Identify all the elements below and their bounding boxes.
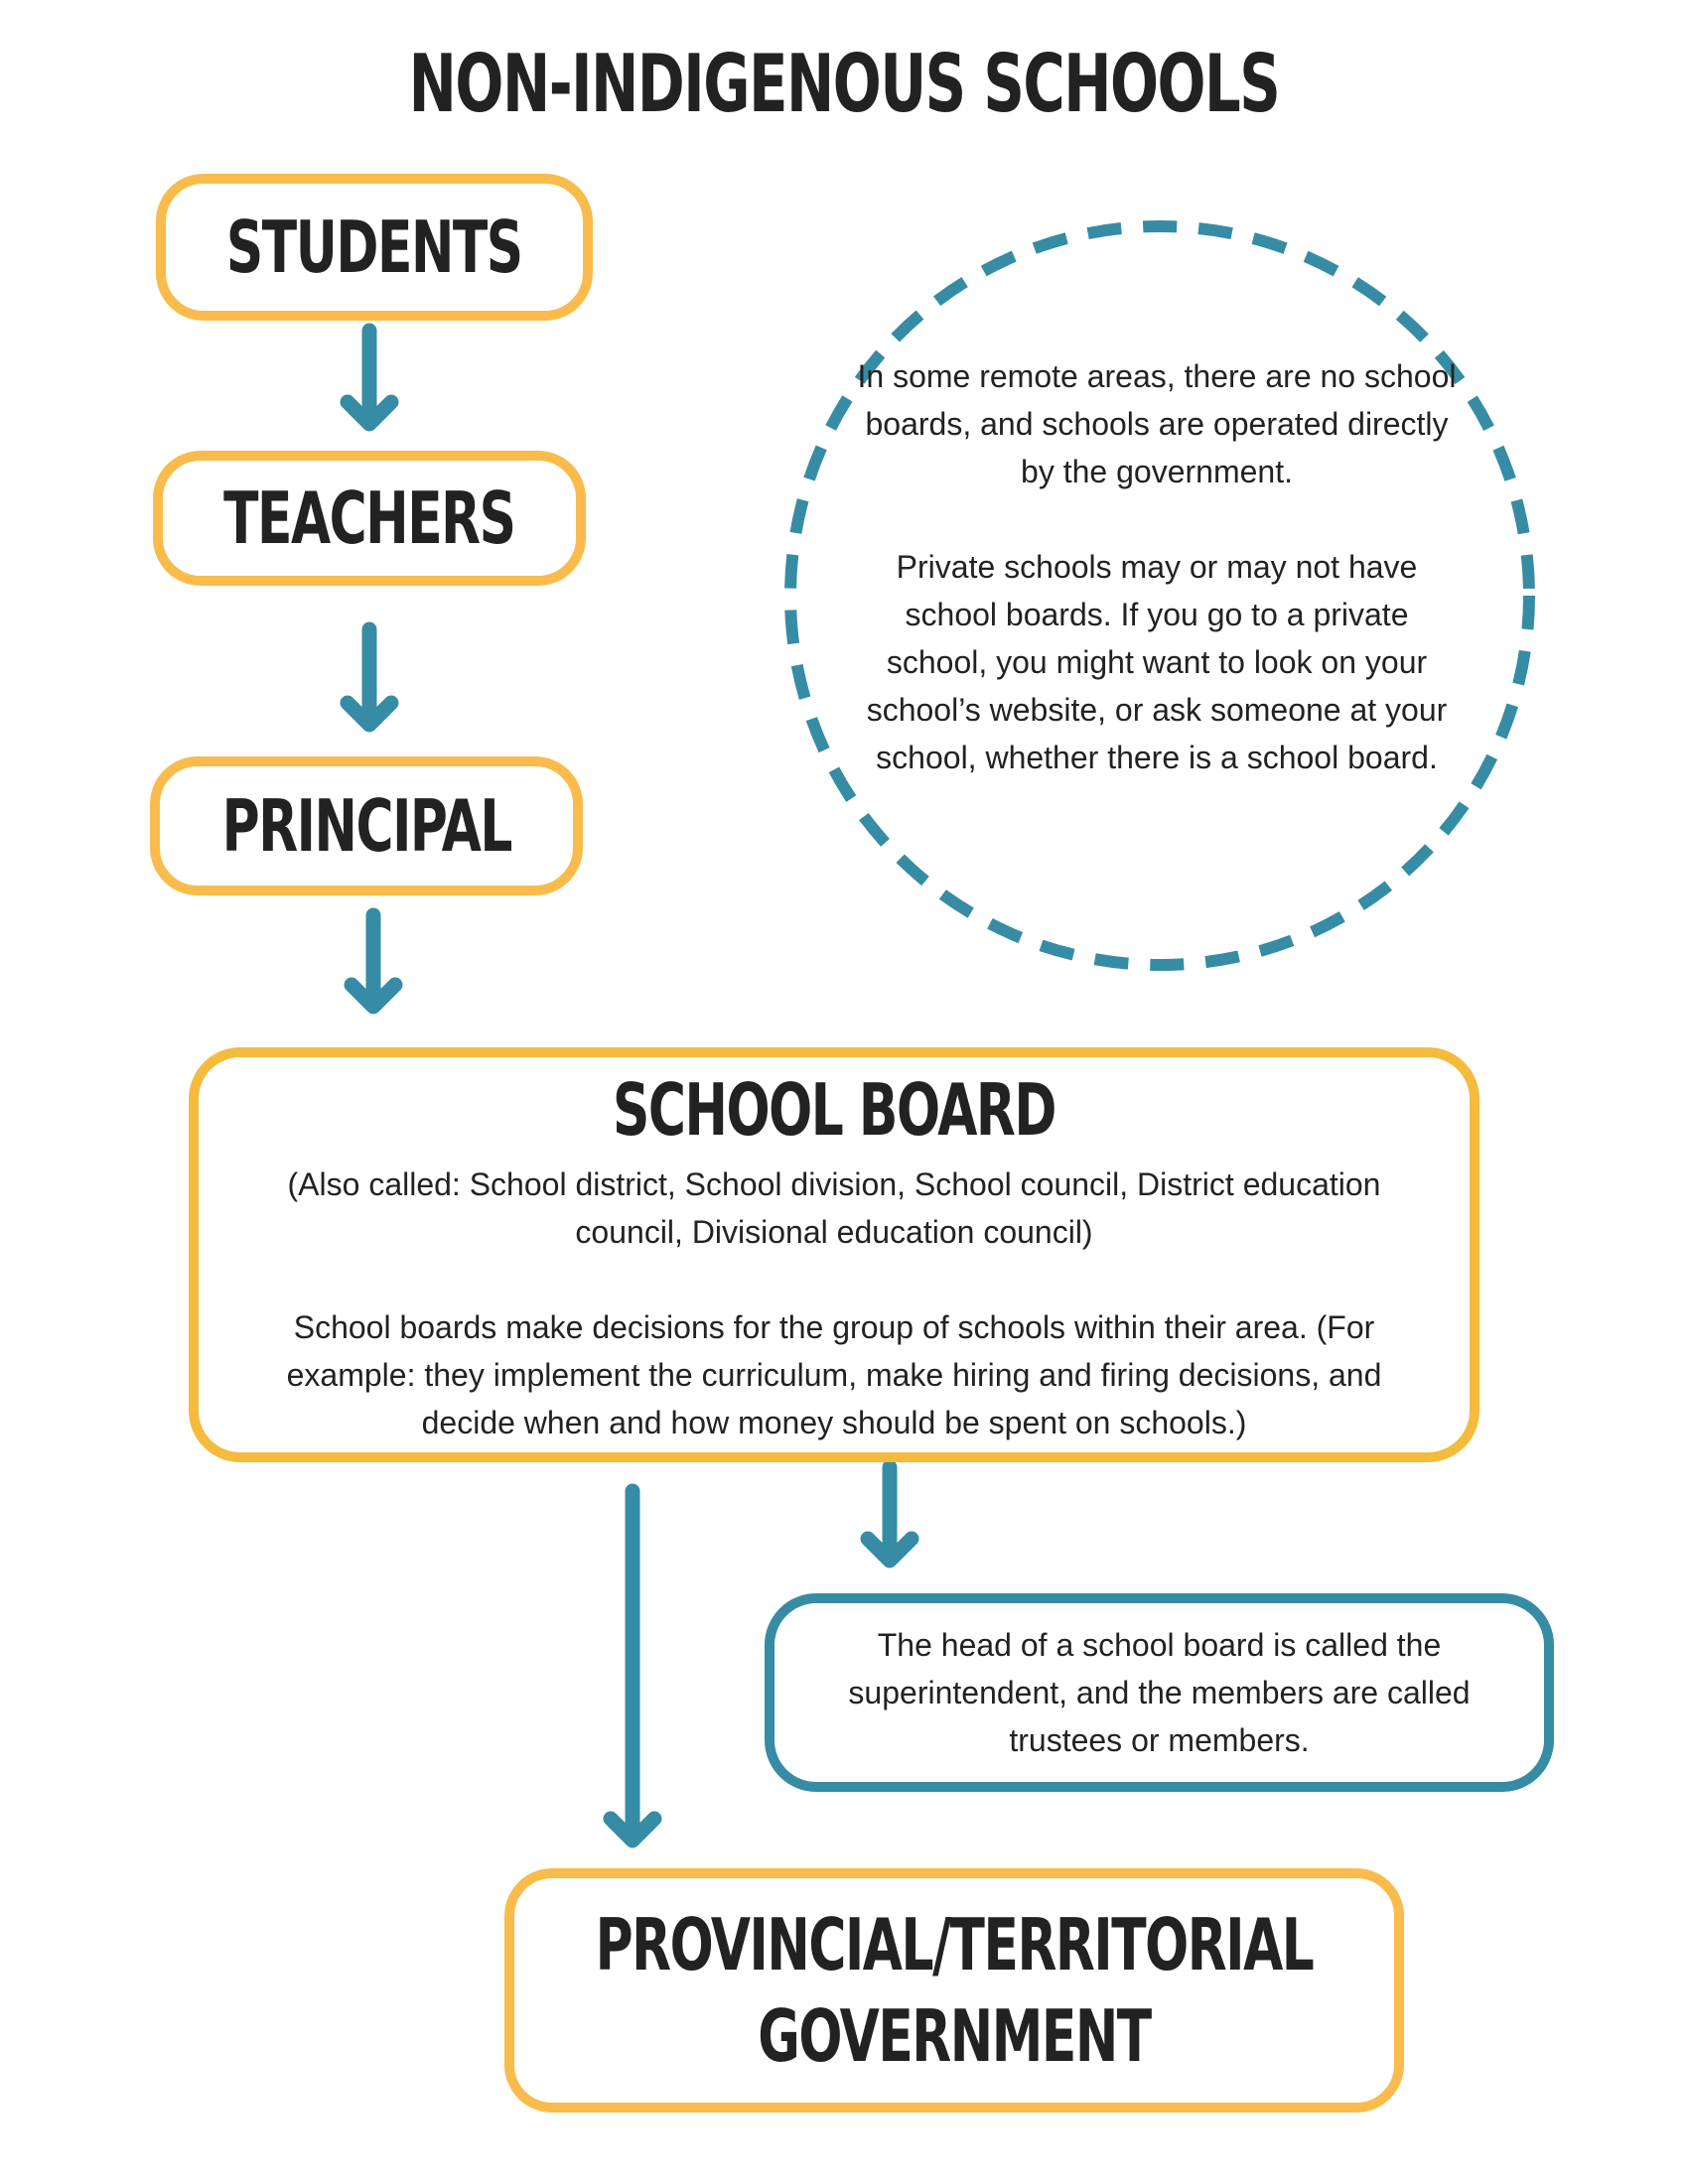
arrow-students-to-teachers	[348, 331, 391, 424]
arrow-principal-to-school-board	[352, 915, 395, 1007]
private-schools-paragraph: Private schools may or may not have school boards. If you go to a private school, you might want to look on your school’s website, or ask someone at your school, whether there is a school board.	[866, 549, 1448, 775]
government-box	[504, 1868, 1404, 2113]
superintendent-note-box	[765, 1593, 1554, 1792]
principal-box	[150, 756, 583, 895]
teachers-label: TEACHERS	[223, 477, 515, 560]
school-board-text	[238, 1160, 1430, 1446]
remote-areas-paragraph: In some remote areas, there are no school boards, and schools are operated directly by the government.	[857, 358, 1457, 489]
superintendent-note-text: The head of a school board is called the superintendent, and the members are called trustees or members.	[848, 1627, 1471, 1758]
principal-label: PRINCIPAL	[221, 784, 511, 868]
teachers-box	[153, 451, 586, 586]
students-label: STUDENTS	[226, 205, 522, 289]
school-board-aka: (Also called: School district, School division, School council, District education council, Divisional education council)	[287, 1166, 1381, 1250]
students-box	[156, 174, 593, 321]
government-label: PROVINCIAL/TERRITORIAL GOVERNMENT	[595, 1903, 1314, 2078]
arrow-teachers-to-principal	[348, 629, 391, 725]
school-board-description: School boards make decisions for the group of schools within their area. (For example: they implement the curriculum, make hiring and firing decisions, and decide when and how money should be spent on schools.)	[286, 1309, 1382, 1440]
arrow-school-board-to-government	[611, 1491, 654, 1841]
school-board-title: SCHOOL BOARD	[613, 1068, 1055, 1152]
arrow-school-board-to-note	[868, 1467, 912, 1561]
page-title: NON-INDIGENOUS SCHOOLS	[408, 38, 1280, 130]
remote-areas-note	[854, 352, 1460, 781]
school-board-box	[189, 1047, 1479, 1462]
